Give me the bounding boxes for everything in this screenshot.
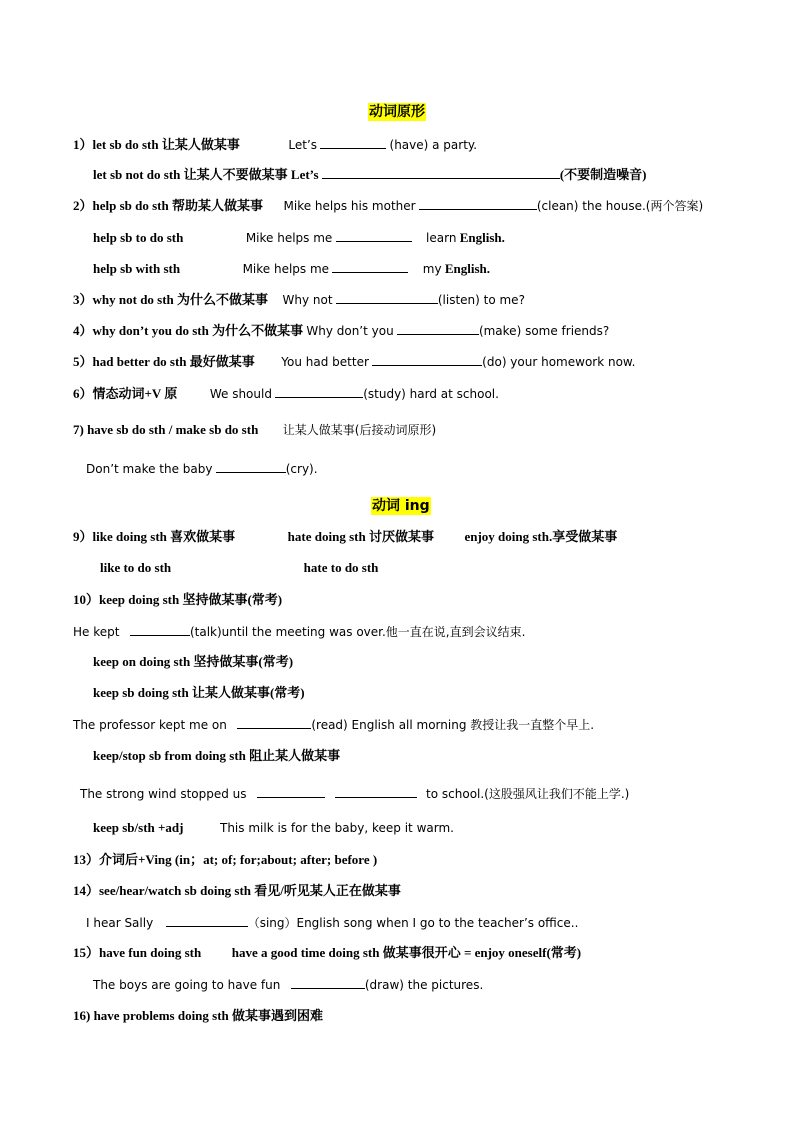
example-pre: The strong wind stopped us xyxy=(80,787,247,801)
section-heading-ing-form: 动词 ing xyxy=(372,498,430,514)
item-number: 6） xyxy=(73,386,93,401)
example-post-bold: English. xyxy=(459,230,505,245)
answer-blank[interactable] xyxy=(166,914,248,927)
item-4 xyxy=(73,322,609,339)
example-pre: The boys are going to have fun xyxy=(93,978,281,992)
item-1b xyxy=(93,166,647,183)
answer-blank-1[interactable] xyxy=(257,785,325,798)
item-number: 1） xyxy=(73,137,93,152)
answer-blank[interactable] xyxy=(275,385,363,398)
phrase-like: 9）like doing sth 喜欢做某事 xyxy=(73,529,236,544)
phrase-hate-to: hate to do sth xyxy=(303,560,379,575)
section-heading-base-form: 动词原形 xyxy=(369,104,425,120)
example: This milk is for the baby, keep it warm. xyxy=(220,821,454,835)
note: 让某人做某事(后接动词原形) xyxy=(282,423,437,437)
phrase-hate: hate doing sth 讨厌做某事 xyxy=(287,529,434,544)
example-post: (do) your homework now. xyxy=(482,355,636,369)
item-keep-adj xyxy=(93,820,454,836)
item-13: 13）介词后+Ving (in；at; of; for;about; after; before ) xyxy=(73,852,378,867)
item-16: 16) have problems doing sth 做某事遇到困难 xyxy=(73,1008,324,1023)
example-post: (talk)until the meeting was over.他一直在说,直到会议结束. xyxy=(189,625,526,639)
item-5 xyxy=(73,353,635,370)
answer-blank[interactable] xyxy=(130,623,190,636)
example-post: （sing）English song when I go to the teacher’s office.. xyxy=(247,916,579,930)
item-number: 5） xyxy=(73,354,93,369)
item-10-example xyxy=(73,623,525,640)
example-post: (study) hard at school. xyxy=(363,387,499,401)
example-pre: He kept xyxy=(73,625,120,639)
item-2c xyxy=(93,260,490,277)
example-pre: Mike helps his mother xyxy=(283,199,416,213)
item-10d: keep/stop sb from doing sth 阻止某人做某事 xyxy=(93,748,341,763)
example-post: (have) a party. xyxy=(389,138,478,152)
example-pre: Why not xyxy=(282,293,333,307)
answer-blank[interactable] xyxy=(372,353,482,366)
answer-blank[interactable] xyxy=(320,136,386,149)
item-15 xyxy=(73,945,581,961)
answer-blank[interactable] xyxy=(419,197,537,210)
item-10c-example xyxy=(73,716,594,733)
item-9b xyxy=(100,560,378,576)
item-10b: keep on doing sth 坚持做某事(常考) xyxy=(93,654,294,669)
phrase: why don’t you do sth 为什么不做某事 xyxy=(92,323,304,338)
example-pre: Let’s xyxy=(288,138,318,152)
answer-blank-2[interactable] xyxy=(335,785,417,798)
example-post: (clean) the house.(两个答案) xyxy=(536,199,704,213)
answer-blank[interactable] xyxy=(336,229,412,242)
phrase-fun: 15）have fun doing sth xyxy=(73,945,202,960)
example-pre: Mike helps me xyxy=(245,231,333,245)
answer-blank[interactable] xyxy=(332,260,408,273)
answer-blank[interactable] xyxy=(397,322,479,335)
example-post: learn xyxy=(426,231,457,245)
item-number: 3） xyxy=(73,292,93,307)
item-2b xyxy=(93,229,505,246)
phrase: help sb do sth 帮助某人做某事 xyxy=(92,198,263,213)
item-1 xyxy=(73,136,477,153)
example-pre: Don’t make the baby xyxy=(86,462,213,476)
example-post: to school.(这股强风让我们不能上学.) xyxy=(426,787,630,801)
item-6 xyxy=(73,385,499,402)
example-post: (cry). xyxy=(285,462,318,476)
answer-blank[interactable] xyxy=(336,291,438,304)
example-pre: Mike helps me xyxy=(242,262,330,276)
item-10c: keep sb doing sth 让某人做某事(常考) xyxy=(93,685,305,700)
example-post: my xyxy=(422,262,442,276)
item-7-example xyxy=(86,460,318,477)
phrase: let sb not do sth 让某人不要做某事 Let’s xyxy=(93,167,319,182)
phrase: had better do sth 最好做某事 xyxy=(92,354,255,369)
answer-blank[interactable] xyxy=(291,976,365,989)
answer-blank[interactable] xyxy=(237,716,311,729)
phrase: let sb do sth 让某人做某事 xyxy=(92,137,240,152)
item-14-example xyxy=(86,914,578,931)
example-post: (make) some friends? xyxy=(478,324,610,338)
example-post: (listen) to me? xyxy=(437,293,525,307)
item-2 xyxy=(73,197,703,214)
phrase: help sb with sth xyxy=(93,261,181,276)
example-pre: You had better xyxy=(281,355,369,369)
item-9 xyxy=(73,529,617,545)
example-pre: I hear Sally xyxy=(86,916,154,930)
example-pre: We should xyxy=(209,387,272,401)
phrase-like-to: like to do sth xyxy=(100,560,172,575)
phrase: 7) have sb do sth / make sb do sth xyxy=(73,422,259,437)
item-10: 10）keep doing sth 坚持做某事(常考) xyxy=(73,592,283,607)
phrase-good-time: have a good time doing sth 做某事很开心 = enjoy oneself(常考) xyxy=(231,945,582,960)
example-post: (draw) the pictures. xyxy=(364,978,484,992)
answer-blank[interactable] xyxy=(216,460,286,473)
example-pre: The professor kept me on xyxy=(73,718,227,732)
example-pre: Why don’t you xyxy=(306,324,394,338)
item-15-example xyxy=(93,976,483,993)
phrase-enjoy: enjoy doing sth.享受做某事 xyxy=(464,529,618,544)
phrase: why not do sth 为什么不做某事 xyxy=(92,292,269,307)
phrase: help sb to do sth xyxy=(93,230,184,245)
item-14: 14）see/hear/watch sb doing sth 看见/听见某人正在做某事 xyxy=(73,883,401,898)
item-7 xyxy=(73,422,436,438)
example-post-bold: English. xyxy=(444,261,491,276)
phrase: 情态动词+V 原 xyxy=(92,386,178,401)
note: (不要制造噪音) xyxy=(559,167,647,182)
item-number: 2） xyxy=(73,198,93,213)
example-post: (read) English all morning 教授让我一直整个早上. xyxy=(311,718,595,732)
item-number: 4） xyxy=(73,323,93,338)
item-10d-example xyxy=(80,785,629,802)
item-3 xyxy=(73,291,525,308)
phrase: keep sb/sth +adj xyxy=(93,820,184,835)
answer-blank[interactable] xyxy=(322,166,560,179)
